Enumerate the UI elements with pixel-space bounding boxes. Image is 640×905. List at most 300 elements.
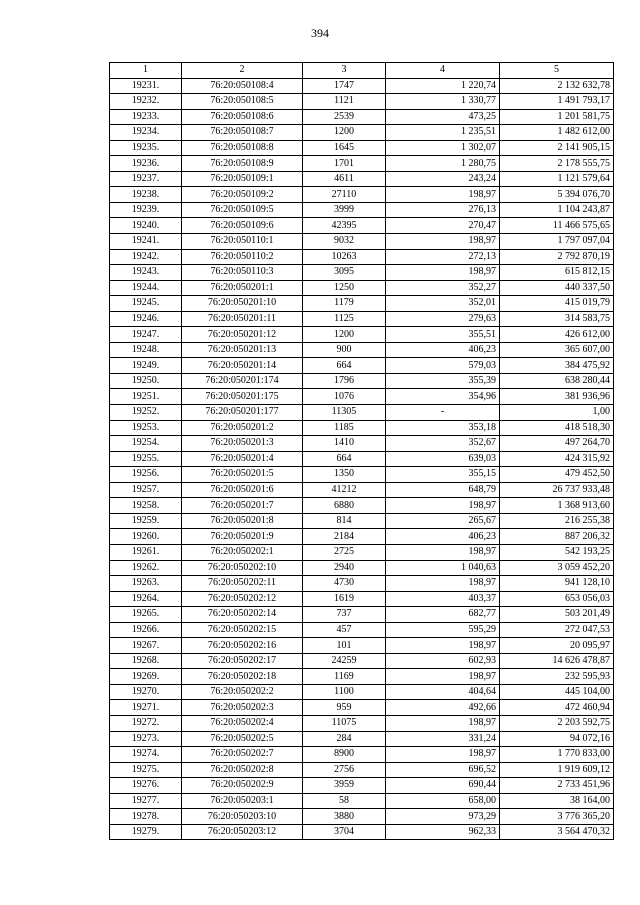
area-cell: 1076 — [303, 389, 386, 405]
value-cell: 424 315,92 — [500, 451, 614, 467]
cadastral-number-cell: 76:20:050203:12 — [182, 824, 303, 840]
cadastral-number-cell: 76:20:050201:7 — [182, 498, 303, 514]
value-cell: 1,00 — [500, 405, 614, 421]
value-cell: 653 056,03 — [500, 591, 614, 607]
row-number-cell: 19238. — [110, 187, 182, 203]
rate-cell: 352,27 — [386, 280, 500, 296]
area-cell: 101 — [303, 638, 386, 654]
cadastral-number-cell: 76:20:050202:1 — [182, 544, 303, 560]
value-cell: 2 132 632,78 — [500, 78, 614, 94]
value-cell: 426 612,00 — [500, 327, 614, 343]
area-cell: 664 — [303, 451, 386, 467]
area-cell: 24259 — [303, 653, 386, 669]
rate-cell: 270,47 — [386, 218, 500, 234]
row-number-cell: 19248. — [110, 342, 182, 358]
value-cell: 3 059 452,20 — [500, 560, 614, 576]
table-row — [110, 265, 614, 281]
rate-cell: 331,24 — [386, 731, 500, 747]
table-row — [110, 405, 614, 421]
value-cell: 232 595,93 — [500, 669, 614, 685]
table-row — [110, 576, 614, 592]
area-cell: 1250 — [303, 280, 386, 296]
rate-cell: 198,97 — [386, 544, 500, 560]
row-number-cell: 19235. — [110, 140, 182, 156]
area-cell: 1701 — [303, 156, 386, 172]
rate-cell: 696,52 — [386, 762, 500, 778]
table-row — [110, 202, 614, 218]
cadastral-number-cell: 76:20:050109:5 — [182, 202, 303, 218]
cadastral-number-cell: 76:20:050201:2 — [182, 420, 303, 436]
row-number-cell: 19259. — [110, 513, 182, 529]
value-cell: 2 178 555,75 — [500, 156, 614, 172]
row-number-cell: 19245. — [110, 296, 182, 312]
cadastral-number-cell: 76:20:050202:18 — [182, 669, 303, 685]
value-cell: 2 141 905,15 — [500, 140, 614, 156]
rate-cell: 648,79 — [386, 482, 500, 498]
header-cell-2: 2 — [182, 63, 303, 79]
rate-cell: 355,15 — [386, 467, 500, 483]
value-cell: 1 368 913,60 — [500, 498, 614, 514]
rate-cell: 198,97 — [386, 234, 500, 250]
value-cell: 3 564 470,32 — [500, 824, 614, 840]
rate-cell: 492,66 — [386, 700, 500, 716]
rate-cell: 404,64 — [386, 684, 500, 700]
rate-cell: 690,44 — [386, 778, 500, 794]
value-cell: 638 280,44 — [500, 373, 614, 389]
area-cell: 2756 — [303, 762, 386, 778]
data-table — [109, 62, 614, 840]
row-number-cell: 19251. — [110, 389, 182, 405]
table-row — [110, 327, 614, 343]
table-row — [110, 824, 614, 840]
value-cell: 365 607,00 — [500, 342, 614, 358]
cadastral-number-cell: 76:20:050201:10 — [182, 296, 303, 312]
row-number-cell: 19242. — [110, 249, 182, 265]
cadastral-number-cell: 76:20:050201:9 — [182, 529, 303, 545]
table-row — [110, 622, 614, 638]
row-number-cell: 19274. — [110, 747, 182, 763]
table-row — [110, 171, 614, 187]
cadastral-number-cell: 76:20:050202:5 — [182, 731, 303, 747]
row-number-cell: 19264. — [110, 591, 182, 607]
row-number-cell: 19262. — [110, 560, 182, 576]
row-number-cell: 19246. — [110, 311, 182, 327]
page-number: 394 — [311, 26, 329, 40]
table-row — [110, 809, 614, 825]
value-cell: 26 737 933,48 — [500, 482, 614, 498]
row-number-cell: 19266. — [110, 622, 182, 638]
rate-cell: 198,97 — [386, 265, 500, 281]
value-cell: 615 812,15 — [500, 265, 614, 281]
row-number-cell: 19232. — [110, 94, 182, 110]
value-cell: 445 104,00 — [500, 684, 614, 700]
area-cell: 4730 — [303, 576, 386, 592]
value-cell: 2 203 592,75 — [500, 715, 614, 731]
rate-cell: 406,23 — [386, 342, 500, 358]
rate-cell: 198,97 — [386, 669, 500, 685]
cadastral-number-cell: 76:20:050203:1 — [182, 793, 303, 809]
row-number-cell: 19275. — [110, 762, 182, 778]
rate-cell: 1 235,51 — [386, 125, 500, 141]
table-row — [110, 778, 614, 794]
rate-cell: 354,96 — [386, 389, 500, 405]
cadastral-number-cell: 76:20:050202:8 — [182, 762, 303, 778]
area-cell: 9032 — [303, 234, 386, 250]
table-row — [110, 389, 614, 405]
area-cell: 1619 — [303, 591, 386, 607]
area-cell: 1747 — [303, 78, 386, 94]
cadastral-number-cell: 76:20:050202:14 — [182, 607, 303, 623]
value-cell: 20 095,97 — [500, 638, 614, 654]
area-cell: 1200 — [303, 327, 386, 343]
table-row — [110, 467, 614, 483]
table-row — [110, 715, 614, 731]
area-cell: 900 — [303, 342, 386, 358]
area-cell: 1185 — [303, 420, 386, 436]
value-cell: 272 047,53 — [500, 622, 614, 638]
table-row — [110, 109, 614, 125]
row-number-cell: 19241. — [110, 234, 182, 250]
cadastral-number-cell: 76:20:050108:6 — [182, 109, 303, 125]
row-number-cell: 19258. — [110, 498, 182, 514]
table-row — [110, 731, 614, 747]
table-row — [110, 296, 614, 312]
rate-cell: 198,97 — [386, 498, 500, 514]
rate-cell: 962,33 — [386, 824, 500, 840]
row-number-cell: 19270. — [110, 684, 182, 700]
row-number-cell: 19249. — [110, 358, 182, 374]
header-cell-1: 1 — [110, 63, 182, 79]
cadastral-number-cell: 76:20:050108:7 — [182, 125, 303, 141]
table-body — [110, 63, 614, 840]
value-cell: 1 104 243,87 — [500, 202, 614, 218]
table-row — [110, 78, 614, 94]
table-row — [110, 607, 614, 623]
table-row — [110, 451, 614, 467]
value-cell: 216 255,38 — [500, 513, 614, 529]
value-cell: 11 466 575,65 — [500, 218, 614, 234]
rate-cell: 243,24 — [386, 171, 500, 187]
cadastral-number-cell: 76:20:050202:2 — [182, 684, 303, 700]
area-cell: 3095 — [303, 265, 386, 281]
cadastral-number-cell: 76:20:050110:3 — [182, 265, 303, 281]
value-cell: 941 128,10 — [500, 576, 614, 592]
cadastral-number-cell: 76:20:050201:177 — [182, 405, 303, 421]
cadastral-number-cell: 76:20:050202:11 — [182, 576, 303, 592]
area-cell: 1410 — [303, 436, 386, 452]
table-row — [110, 498, 614, 514]
row-number-cell: 19261. — [110, 544, 182, 560]
table-row — [110, 280, 614, 296]
table-row — [110, 793, 614, 809]
cadastral-number-cell: 76:20:050202:7 — [182, 747, 303, 763]
row-number-cell: 19234. — [110, 125, 182, 141]
table-row — [110, 591, 614, 607]
table-row — [110, 638, 614, 654]
cadastral-number-cell: 76:20:050201:1 — [182, 280, 303, 296]
rate-cell: 352,67 — [386, 436, 500, 452]
cadastral-number-cell: 76:20:050108:5 — [182, 94, 303, 110]
area-cell: 457 — [303, 622, 386, 638]
header-cell-4: 4 — [386, 63, 500, 79]
row-number-cell: 19240. — [110, 218, 182, 234]
value-cell: 1 482 612,00 — [500, 125, 614, 141]
rate-cell: 355,39 — [386, 373, 500, 389]
row-number-cell: 19233. — [110, 109, 182, 125]
cadastral-number-cell: 76:20:050202:9 — [182, 778, 303, 794]
area-cell: 1796 — [303, 373, 386, 389]
rate-cell: 682,77 — [386, 607, 500, 623]
rate-cell: 473,25 — [386, 109, 500, 125]
cadastral-number-cell: 76:20:050201:4 — [182, 451, 303, 467]
area-cell: 1179 — [303, 296, 386, 312]
value-cell: 1 770 833,00 — [500, 747, 614, 763]
area-cell: 2539 — [303, 109, 386, 125]
row-number-cell: 19271. — [110, 700, 182, 716]
table-row — [110, 218, 614, 234]
area-cell: 2725 — [303, 544, 386, 560]
value-cell: 38 164,00 — [500, 793, 614, 809]
value-cell: 314 583,75 — [500, 311, 614, 327]
row-number-cell: 19252. — [110, 405, 182, 421]
row-number-cell: 19239. — [110, 202, 182, 218]
table-header-row — [110, 63, 614, 79]
value-cell: 1 919 609,12 — [500, 762, 614, 778]
value-cell: 381 936,96 — [500, 389, 614, 405]
cadastral-number-cell: 76:20:050201:11 — [182, 311, 303, 327]
area-cell: 58 — [303, 793, 386, 809]
row-number-cell: 19256. — [110, 467, 182, 483]
rate-cell: 595,29 — [386, 622, 500, 638]
table-row — [110, 342, 614, 358]
rate-cell: 272,13 — [386, 249, 500, 265]
row-number-cell: 19236. — [110, 156, 182, 172]
area-cell: 1169 — [303, 669, 386, 685]
rate-cell: 353,18 — [386, 420, 500, 436]
value-cell: 2 792 870,19 — [500, 249, 614, 265]
table-row — [110, 125, 614, 141]
rate-cell: 1 302,07 — [386, 140, 500, 156]
area-cell: 3880 — [303, 809, 386, 825]
table-row — [110, 156, 614, 172]
cadastral-number-cell: 76:20:050108:8 — [182, 140, 303, 156]
rate-cell: 406,23 — [386, 529, 500, 545]
value-cell: 415 019,79 — [500, 296, 614, 312]
cadastral-number-cell: 76:20:050201:3 — [182, 436, 303, 452]
row-number-cell: 19276. — [110, 778, 182, 794]
area-cell: 10263 — [303, 249, 386, 265]
area-cell: 1350 — [303, 467, 386, 483]
row-number-cell: 19250. — [110, 373, 182, 389]
table-row — [110, 187, 614, 203]
cadastral-number-cell: 76:20:050110:1 — [182, 234, 303, 250]
row-number-cell: 19231. — [110, 78, 182, 94]
rate-cell: 355,51 — [386, 327, 500, 343]
value-cell: 2 733 451,96 — [500, 778, 614, 794]
row-number-cell: 19257. — [110, 482, 182, 498]
table-row — [110, 420, 614, 436]
cadastral-number-cell: 76:20:050109:6 — [182, 218, 303, 234]
rate-cell: 602,93 — [386, 653, 500, 669]
value-cell: 1 491 793,17 — [500, 94, 614, 110]
rate-cell: 352,01 — [386, 296, 500, 312]
area-cell: 664 — [303, 358, 386, 374]
cadastral-number-cell: 76:20:050202:4 — [182, 715, 303, 731]
row-number-cell: 19244. — [110, 280, 182, 296]
rate-cell: 198,97 — [386, 715, 500, 731]
rate-cell: 198,97 — [386, 747, 500, 763]
table-row — [110, 560, 614, 576]
header-cell-3: 3 — [303, 63, 386, 79]
cadastral-number-cell: 76:20:050202:3 — [182, 700, 303, 716]
rate-cell: - — [386, 405, 500, 421]
rate-cell: 1 220,74 — [386, 78, 500, 94]
cadastral-number-cell: 76:20:050201:6 — [182, 482, 303, 498]
area-cell: 959 — [303, 700, 386, 716]
cadastral-number-cell: 76:20:050201:14 — [182, 358, 303, 374]
area-cell: 4611 — [303, 171, 386, 187]
value-cell: 3 776 365,20 — [500, 809, 614, 825]
rate-cell: 973,29 — [386, 809, 500, 825]
area-cell: 8900 — [303, 747, 386, 763]
area-cell: 1121 — [303, 94, 386, 110]
row-number-cell: 19253. — [110, 420, 182, 436]
cadastral-number-cell: 76:20:050201:5 — [182, 467, 303, 483]
cadastral-number-cell: 76:20:050202:15 — [182, 622, 303, 638]
value-cell: 503 201,49 — [500, 607, 614, 623]
value-cell: 384 475,92 — [500, 358, 614, 374]
rate-cell: 279,63 — [386, 311, 500, 327]
table-row — [110, 747, 614, 763]
area-cell: 1645 — [303, 140, 386, 156]
table-row — [110, 700, 614, 716]
row-number-cell: 19243. — [110, 265, 182, 281]
row-number-cell: 19265. — [110, 607, 182, 623]
table-row — [110, 373, 614, 389]
value-cell: 472 460,94 — [500, 700, 614, 716]
value-cell: 440 337,50 — [500, 280, 614, 296]
area-cell: 1200 — [303, 125, 386, 141]
rate-cell: 198,97 — [386, 187, 500, 203]
table-row — [110, 94, 614, 110]
area-cell: 814 — [303, 513, 386, 529]
rate-cell: 198,97 — [386, 638, 500, 654]
rate-cell: 579,03 — [386, 358, 500, 374]
row-number-cell: 19254. — [110, 436, 182, 452]
table-row — [110, 513, 614, 529]
cadastral-number-cell: 76:20:050108:9 — [182, 156, 303, 172]
row-number-cell: 19278. — [110, 809, 182, 825]
table-row — [110, 249, 614, 265]
rate-cell: 1 330,77 — [386, 94, 500, 110]
area-cell: 6880 — [303, 498, 386, 514]
row-number-cell: 19277. — [110, 793, 182, 809]
rate-cell: 1 280,75 — [386, 156, 500, 172]
row-number-cell: 19267. — [110, 638, 182, 654]
value-cell: 418 518,30 — [500, 420, 614, 436]
row-number-cell: 19268. — [110, 653, 182, 669]
cadastral-number-cell: 76:20:050203:10 — [182, 809, 303, 825]
rate-cell: 265,67 — [386, 513, 500, 529]
row-number-cell: 19260. — [110, 529, 182, 545]
rate-cell: 1 040,63 — [386, 560, 500, 576]
area-cell: 3704 — [303, 824, 386, 840]
cadastral-number-cell: 76:20:050109:1 — [182, 171, 303, 187]
value-cell: 5 394 076,70 — [500, 187, 614, 203]
row-number-cell: 19255. — [110, 451, 182, 467]
area-cell: 2940 — [303, 560, 386, 576]
cadastral-number-cell: 76:20:050201:12 — [182, 327, 303, 343]
row-number-cell: 19279. — [110, 824, 182, 840]
table-row — [110, 311, 614, 327]
row-number-cell: 19272. — [110, 715, 182, 731]
cadastral-number-cell: 76:20:050108:4 — [182, 78, 303, 94]
area-cell: 42395 — [303, 218, 386, 234]
cadastral-number-cell: 76:20:050201:13 — [182, 342, 303, 358]
value-cell: 14 626 478,87 — [500, 653, 614, 669]
rate-cell: 639,03 — [386, 451, 500, 467]
area-cell: 41212 — [303, 482, 386, 498]
table-row — [110, 762, 614, 778]
table-row — [110, 544, 614, 560]
cadastral-number-cell: 76:20:050201:175 — [182, 389, 303, 405]
cadastral-number-cell: 76:20:050110:2 — [182, 249, 303, 265]
rate-cell: 276,13 — [386, 202, 500, 218]
cadastral-number-cell: 76:20:050201:8 — [182, 513, 303, 529]
table-row — [110, 436, 614, 452]
header-cell-5: 5 — [500, 63, 614, 79]
area-cell: 284 — [303, 731, 386, 747]
area-cell: 3959 — [303, 778, 386, 794]
rate-cell: 658,00 — [386, 793, 500, 809]
value-cell: 887 206,32 — [500, 529, 614, 545]
area-cell: 1100 — [303, 684, 386, 700]
cadastral-number-cell: 76:20:050202:17 — [182, 653, 303, 669]
cadastral-number-cell: 76:20:050202:16 — [182, 638, 303, 654]
row-number-cell: 19247. — [110, 327, 182, 343]
value-cell: 479 452,50 — [500, 467, 614, 483]
table-row — [110, 653, 614, 669]
table-row — [110, 684, 614, 700]
area-cell: 737 — [303, 607, 386, 623]
row-number-cell: 19263. — [110, 576, 182, 592]
area-cell: 11305 — [303, 405, 386, 421]
area-cell: 27110 — [303, 187, 386, 203]
table-row — [110, 234, 614, 250]
area-cell: 2184 — [303, 529, 386, 545]
row-number-cell: 19273. — [110, 731, 182, 747]
value-cell: 542 193,25 — [500, 544, 614, 560]
cadastral-number-cell: 76:20:050109:2 — [182, 187, 303, 203]
table-row — [110, 669, 614, 685]
area-cell: 3999 — [303, 202, 386, 218]
value-cell: 1 797 097,04 — [500, 234, 614, 250]
row-number-cell: 19237. — [110, 171, 182, 187]
area-cell: 1125 — [303, 311, 386, 327]
table-row — [110, 358, 614, 374]
table-row — [110, 140, 614, 156]
table-row — [110, 482, 614, 498]
value-cell: 94 072,16 — [500, 731, 614, 747]
value-cell: 497 264,70 — [500, 436, 614, 452]
rate-cell: 198,97 — [386, 576, 500, 592]
row-number-cell: 19269. — [110, 669, 182, 685]
cadastral-number-cell: 76:20:050202:10 — [182, 560, 303, 576]
value-cell: 1 201 581,75 — [500, 109, 614, 125]
cadastral-number-cell: 76:20:050201:174 — [182, 373, 303, 389]
value-cell: 1 121 579,64 — [500, 171, 614, 187]
cadastral-number-cell: 76:20:050202:12 — [182, 591, 303, 607]
